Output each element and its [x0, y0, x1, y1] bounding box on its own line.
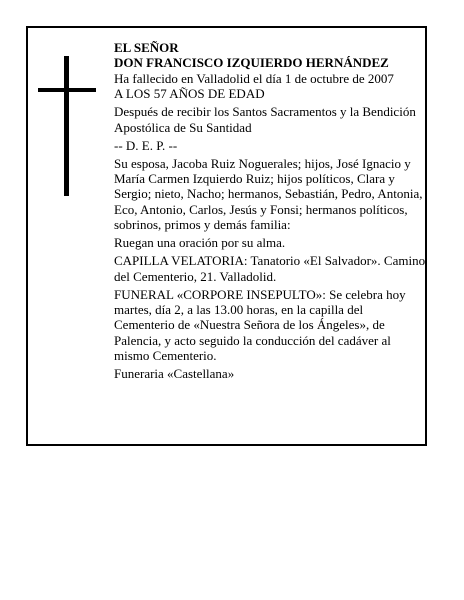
- death-line: Ha fallecido en Valladolid el día 1 de octubre de 2007: [114, 70, 394, 86]
- obituary-text: [114, 40, 426, 384]
- latin-cross-icon: [38, 56, 96, 196]
- chapel-paragraph: CAPILLA VELATORIA: Tanatorio «El Salvador». Camino del Cementerio, 21. Valladolid.: [114, 253, 426, 284]
- funeral-paragraph: FUNERAL «CORPORE INSEPULTO»: Se celebra hoy martes, día 2, a las 13.00 horas, en la capilla del Cementerio de «Nuestra Señora de los Ángeles», de Palencia, y acto seguido la conducción del cadáver al mismo Cementerio.: [114, 286, 406, 364]
- cross-vertical-bar: [64, 56, 69, 196]
- title-line-2: DON FRANCISCO IZQUIERDO HERNÁNDEZ: [114, 55, 389, 71]
- family-paragraph: Su esposa, Jacoba Ruiz Noguerales; hijos, José Ignacio y María Carmen Izquierdo Ruiz; hijos políticos, Clara y Sergio; nieto, Nacho; hermanos, Sebastián, Pedro, Antonia, Eco, Antonio, Carlos, Jesús y Fonsi; hermanos políticos, sobrinos, primos y demás familia:: [114, 155, 423, 233]
- prayer-line: Ruegan una oración por su alma.: [114, 235, 286, 251]
- cross-horizontal-bar: [38, 88, 96, 92]
- deceased-title: [114, 40, 426, 102]
- title-line-1: EL SEÑOR: [114, 40, 179, 55]
- dep-line: -- D. E. P. --: [114, 137, 178, 153]
- funeral-home-line: Funeraria «Castellana»: [114, 366, 235, 382]
- sacraments-paragraph: Después de recibir los Santos Sacramentos y la Bendición Apostólica de Su Santidad: [114, 104, 416, 135]
- age-line: A LOS 57 AÑOS DE EDAD: [114, 86, 265, 102]
